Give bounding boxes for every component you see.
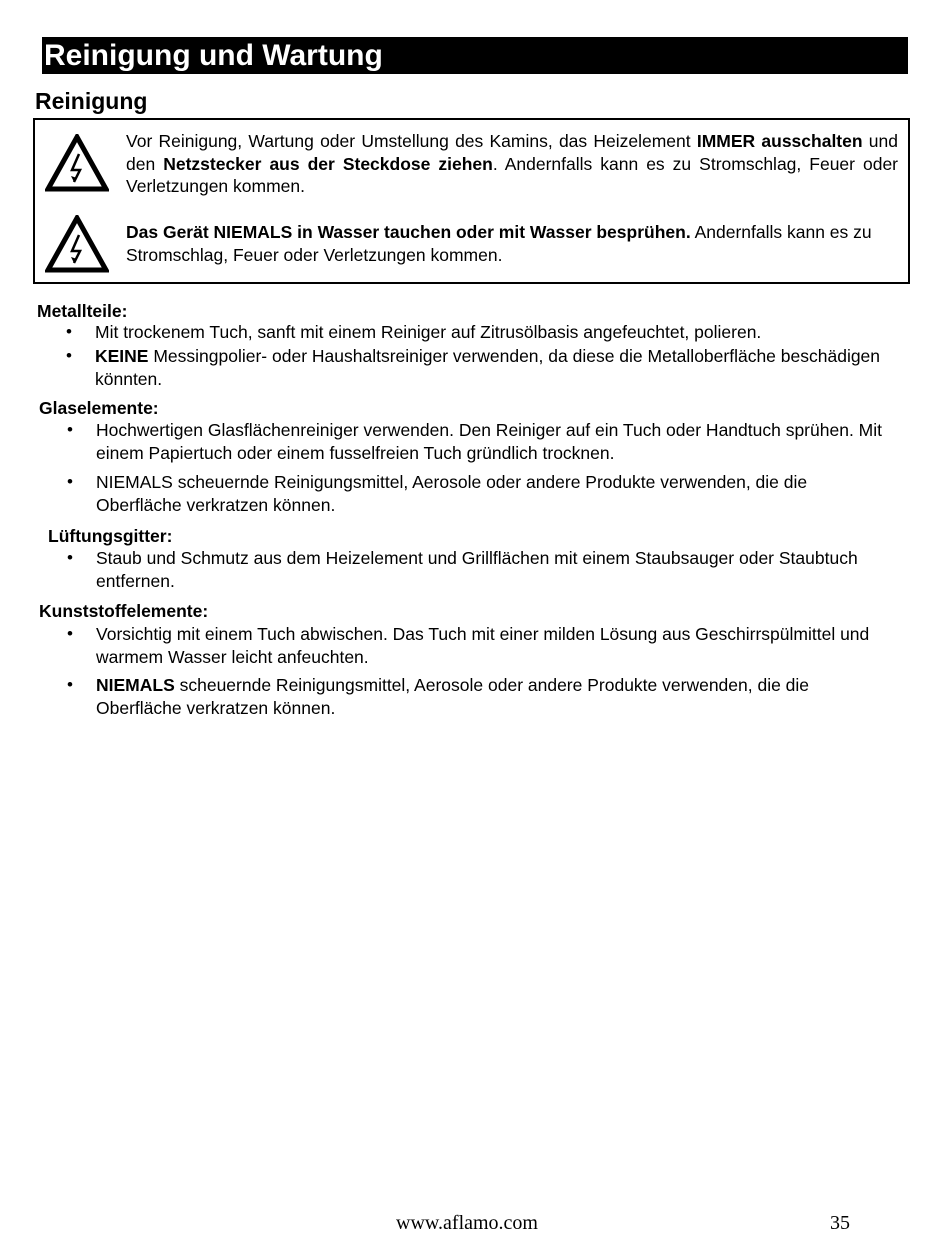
list-item-text [95, 322, 761, 342]
list-item [67, 623, 886, 668]
list-item-text [96, 675, 809, 718]
section-heading-glaselemente: Glaselemente: [39, 398, 159, 418]
text-run: scheuernde Reinigungsmittel, Aerosole oder andere Produkte verwenden, die die Oberfläche verkratzen können. [96, 675, 810, 718]
footer-url: www.aflamo.com [396, 1212, 538, 1234]
list-item [67, 547, 886, 592]
section-heading-metallteile: Metallteile: [37, 301, 128, 321]
list-item [67, 419, 886, 464]
list-item [66, 321, 885, 344]
bold-text: Netzstecker aus der Steckdose ziehen [163, 153, 493, 174]
list-item-text [96, 472, 807, 515]
section-title-reinigung: Reinigung [35, 88, 148, 114]
warning-box [33, 118, 910, 284]
list-item-text [96, 624, 869, 667]
bullet-icon: • [67, 548, 73, 567]
bullet-icon: • [67, 624, 73, 643]
list-item-text [96, 420, 882, 463]
section-heading-lueftungsgitter: Lüftungsgitter: [48, 526, 173, 546]
electric-shock-warning-icon [45, 134, 109, 192]
section-heading-kunststoffelemente: Kunststoffelemente: [39, 601, 209, 621]
warning-text-1 [126, 130, 898, 198]
text-run: Staub und Schmutz aus dem Heizelement und Grillflächen mit einem Staubsauger oder Staubtuch entfernen. [96, 548, 858, 591]
bold-text: IMMER ausschalten [696, 131, 863, 151]
list-item [67, 674, 896, 719]
electric-shock-warning-icon [45, 215, 109, 273]
list-item-text [95, 346, 880, 389]
list-item [66, 345, 885, 390]
bullet-icon: • [67, 420, 73, 439]
text-run: und den [126, 131, 898, 174]
bold-text: KEINE [95, 346, 149, 366]
bold-text: NIEMALS [96, 675, 175, 695]
page-title: Reinigung und Wartung [42, 37, 908, 74]
list-item [67, 471, 896, 516]
text-run: Mit trockenem Tuch, sanft mit einem Reiniger auf Zitrusölbasis angefeuchtet, polieren. [95, 322, 762, 342]
text-run: Andernfalls kann es zu Stromschlag, Feuer oder Verletzungen kommen. [126, 222, 872, 265]
bullet-icon: • [66, 322, 72, 341]
warning-text-2 [126, 221, 898, 266]
page-number: 35 [830, 1212, 850, 1234]
text-run: NIEMALS scheuernde Reinigungsmittel, Aerosole oder andere Produkte verwenden, die die Oberfläche verkratzen können. [96, 472, 808, 515]
text-run: Hochwertigen Glasflächenreiniger verwenden. Den Reiniger auf ein Tuch oder Handtuch sprühen. Mit einem Papiertuch oder einem fusselfreien Tuch gründlich trocknen. [96, 420, 882, 463]
text-run: Vor Reinigung, Wartung oder Umstellung des Kamins, das Heizelement [126, 131, 697, 151]
text-run: Messingpolier- oder Haushaltsreiniger verwenden, da diese die Metalloberfläche beschädigen könnten. [95, 346, 881, 389]
text-run: Vorsichtig mit einem Tuch abwischen. Das Tuch mit einer milden Lösung aus Geschirrspülmittel und warmem Wasser leicht anfeuchten. [96, 624, 870, 667]
bullet-icon: • [67, 675, 73, 694]
bold-text: Das Gerät NIEMALS in Wasser tauchen oder mit Wasser besprühen. [126, 222, 691, 242]
bullet-icon: • [66, 346, 72, 365]
bullet-icon: • [67, 472, 73, 491]
text-run: . Andernfalls kann es zu Stromschlag, Feuer oder Verletzungen kommen. [126, 153, 899, 196]
list-item-text [96, 548, 858, 591]
